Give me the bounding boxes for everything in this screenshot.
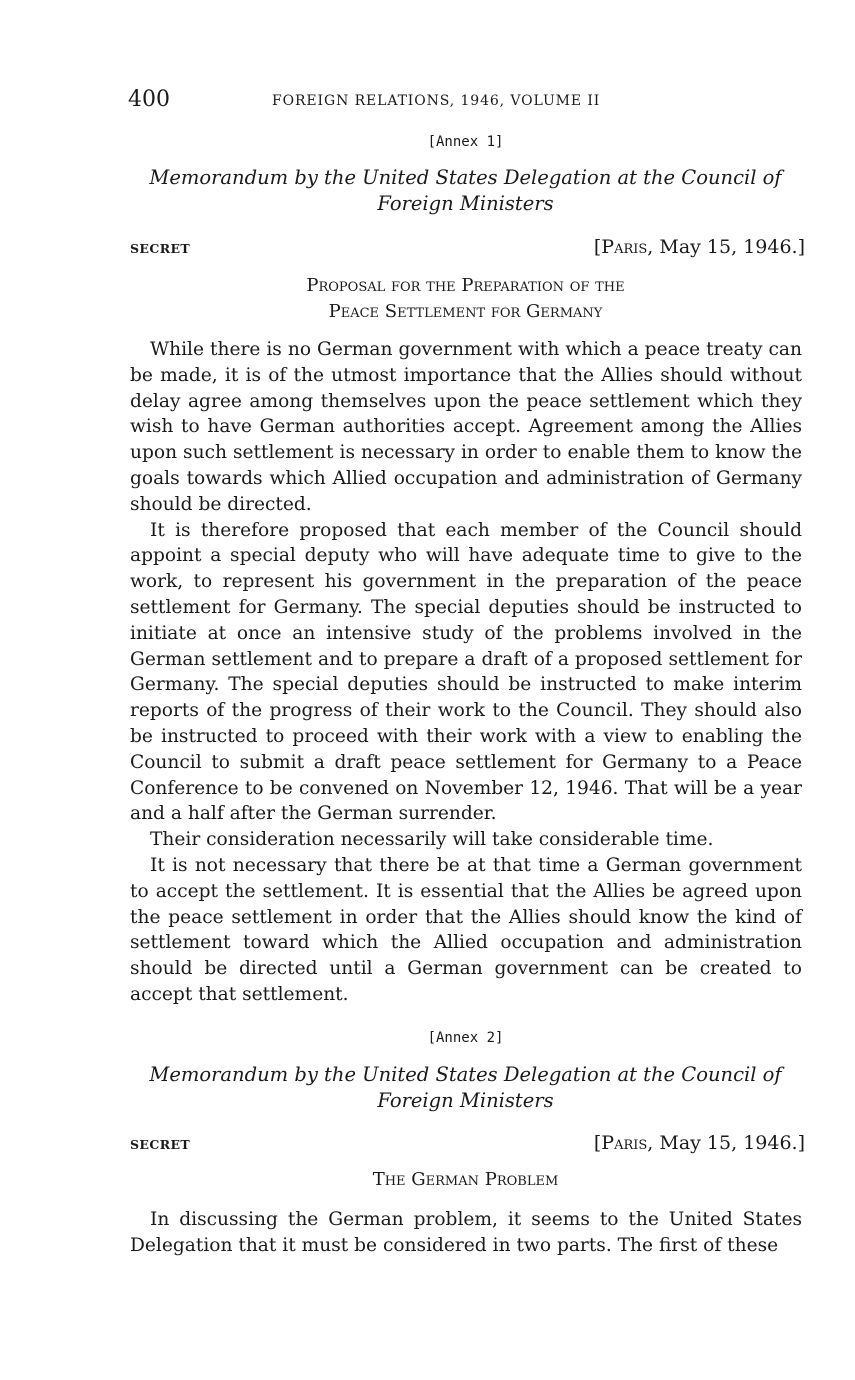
place-name: Paris [601,1132,648,1154]
annex-2-label: [Annex 2] [427,1030,504,1046]
place-date [594,234,805,260]
annex-1-label: [Annex 1] [427,134,504,150]
place-name: Paris [601,236,648,258]
memo-title-line-2: Foreign Ministers [377,1089,554,1112]
annex-2-memo-title [128,1062,803,1114]
heading-line-2: Peace Settlement for Germany [328,301,603,322]
date-text: , May 15, 1946.] [647,236,805,258]
body-paragraph: Their consideration necessarily will take considerable time. [150,829,714,851]
memo-title-line-1: Memorandum by the United States Delegation at the Council of [149,166,782,189]
annex-1-memo-title [128,165,803,217]
page-number: 400 [128,87,170,112]
body-paragraph: While there is no German government with which a peace treaty can be made, it is of the utmost importance that the Allies should without delay agree among themselves upon the peace settlement which they wish to have German authorities accept. Agreement among the Allies upon such settlement is necessary in order to enable them to know the goals towards which Allied occupation and administration of Germany should be directed. [130,339,802,515]
running-head [128,86,803,116]
date-text: , May 15, 1946.] [647,1132,805,1154]
place-open-bracket: [ [593,1132,602,1154]
annex-1-section-heading [128,273,803,325]
running-title: FOREIGN RELATIONS, 1946, VOLUME II [272,93,601,109]
annex-2-section-heading: The German Problem [372,1169,559,1190]
place-open-bracket: [ [593,236,602,258]
memo-title-line-1: Memorandum by the United States Delegation at the Council of [149,1063,782,1086]
place-date [594,1130,805,1156]
body-paragraph: In discussing the German problem, it seems to the United States Delegation that it must be considered in two parts. The first of these [130,1209,802,1256]
body-paragraph: It is therefore proposed that each member of the Council should appoint a special deputy who will have adequate time to give to the work, to represent his government in the preparation of the peace settlement for Germany. The special deputies should be instructed to initiate at once an intensive study of the problems involved in the German settlement and to prepare a draft of a proposed settlement for Germany. The special deputies should be instructed to make interim reports of the progress of their work to the Council. They should also be instructed to proceed with their work with a view to enabling the Council to submit a draft peace settlement for Germany to a Peace Conference to be convened on November 12, 1946. That will be a year and a half after the German surrender. [130,519,802,825]
annex-2-classification-row [128,1130,803,1158]
annex-1-classification-row [128,234,803,262]
annex-2-body [130,1207,802,1259]
memo-title-line-2: Foreign Ministers [377,192,554,215]
heading-line-1: Proposal for the Preparation of the [306,275,625,296]
classification-label: SECRET [130,241,191,256]
body-paragraph: It is not necessary that there be at that time a German government to accept the settlement. It is essential that the Allies be agreed upon the peace settlement in order that the Allies should know the kind of settlement toward which the Allied occupation and administration should be directed until a German government can be created to accept that settlement. [130,854,802,1005]
classification-label: SECRET [130,1137,191,1152]
annex-1-body [130,337,802,1008]
